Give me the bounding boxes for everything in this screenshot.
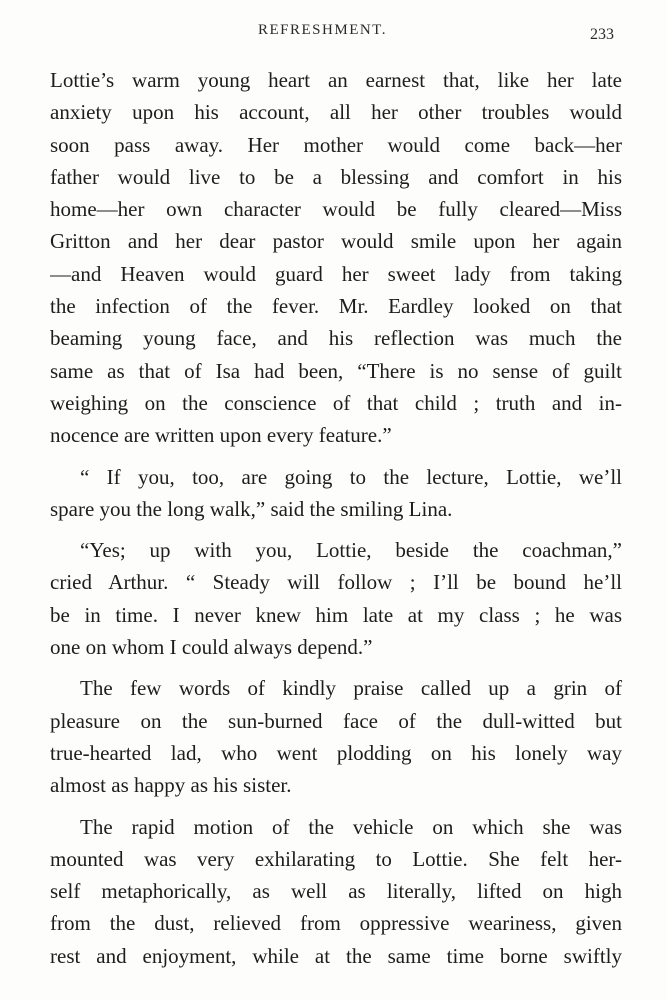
paragraph-1: [50, 64, 622, 452]
text-line: self metaphorically, as well as literally, lifted on high: [50, 879, 622, 904]
text-line: “ If you, too, are going to the lecture, Lottie, we’ll: [80, 464, 622, 489]
paragraph-gap: [50, 802, 622, 811]
text-line: home—her own character would be fully cleared—Miss: [50, 197, 622, 222]
text-line: soon pass away. Her mother would come back—her: [50, 132, 622, 157]
paragraph-3: [50, 534, 622, 663]
running-title: REFRESHMENT.: [258, 22, 387, 38]
paragraph-gap: [50, 452, 622, 461]
text-line: the infection of the fever. Mr. Eardley looked on that: [50, 294, 622, 319]
text-line: —and Heaven would guard her sweet lady from taking: [50, 261, 622, 286]
page-number: 233: [590, 26, 614, 43]
paragraph-5: [50, 811, 622, 972]
paragraph-4: [50, 672, 622, 801]
paragraph-gap: [50, 663, 622, 672]
text-line: The few words of kindly praise called up a grin of: [80, 676, 622, 701]
text-line: same as that of Isa had been, “There is no sense of guilt: [50, 358, 622, 383]
text-line: be in time. I never knew him late at my class ; he was: [50, 602, 622, 627]
text-line: anxiety upon his account, all her other troubles would: [50, 100, 622, 125]
text-line: one on whom I could always depend.”: [50, 635, 373, 660]
text-line: Gritton and her dear pastor would smile upon her again: [50, 229, 622, 254]
text-line: “Yes; up with you, Lottie, beside the coachman,”: [80, 538, 622, 563]
text-line: true-hearted lad, who went plodding on his lonely way: [50, 740, 622, 765]
text-line: almost as happy as his sister.: [50, 773, 292, 798]
text-line: spare you the long walk,” said the smiling Lina.: [50, 496, 453, 521]
text-line: from the dust, relieved from oppressive weariness, given: [50, 911, 622, 936]
text-line: weighing on the conscience of that child ; truth and in-: [50, 390, 622, 415]
text-line: nocence are written upon every feature.”: [50, 423, 392, 448]
paragraph-2: [50, 461, 622, 526]
body-text: [50, 64, 622, 972]
text-line: cried Arthur. “ Steady will follow ; I’ll be bound he’ll: [50, 570, 622, 595]
text-line: beaming young face, and his reflection was much the: [50, 326, 622, 351]
text-line: father would live to be a blessing and comfort in his: [50, 164, 622, 189]
paragraph-gap: [50, 525, 622, 534]
text-line: Lottie’s warm young heart an earnest that, like her late: [50, 68, 622, 92]
text-line: mounted was very exhilarating to Lottie. She felt her-: [50, 846, 622, 871]
text-line: rest and enjoyment, while at the same time borne swiftly: [50, 943, 622, 968]
text-line: The rapid motion of the vehicle on which she was: [80, 814, 622, 839]
text-line: pleasure on the sun-burned face of the dull-witted but: [50, 708, 622, 733]
running-header: [0, 22, 667, 44]
